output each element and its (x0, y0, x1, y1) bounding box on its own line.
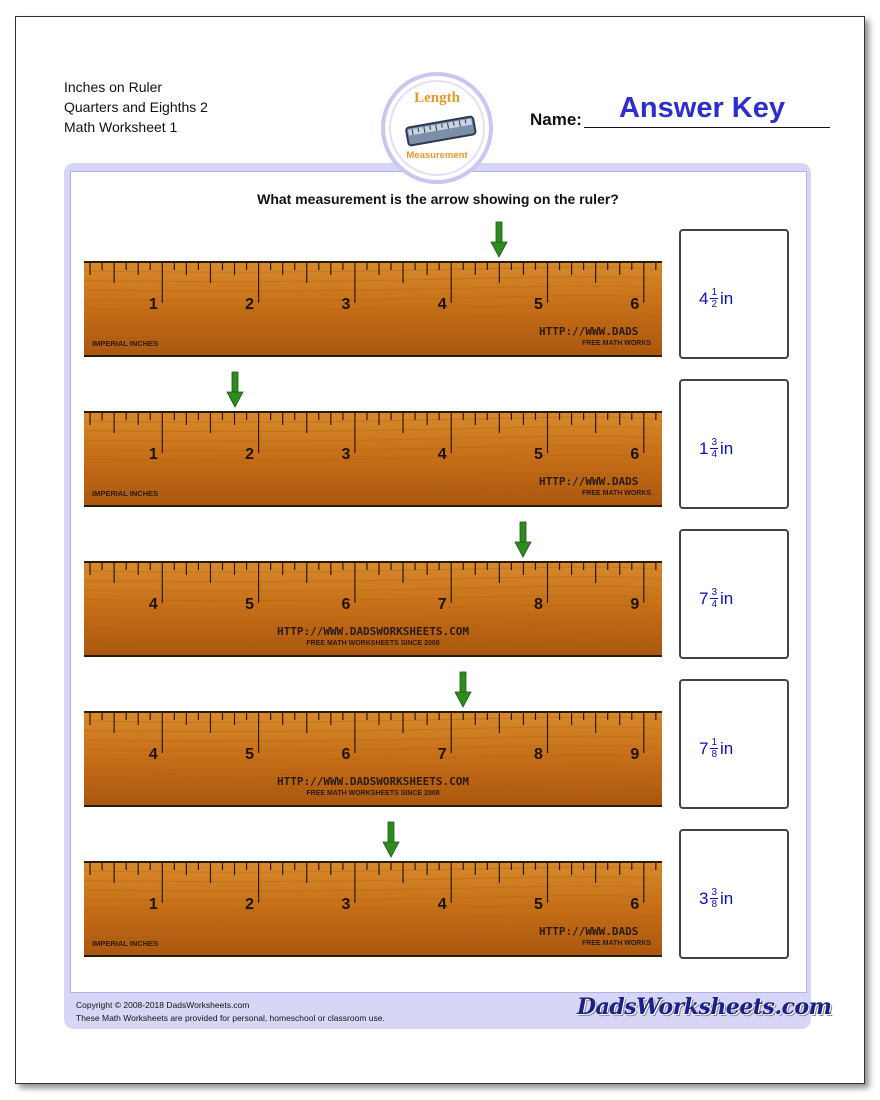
ruler-inch-label: 1 (148, 896, 158, 913)
fraction-denominator: 8 (711, 749, 718, 760)
fraction-numerator: 1 (711, 737, 718, 748)
ruler (84, 711, 662, 807)
answer-fraction (710, 287, 718, 310)
ruler-inch-label: 3 (341, 296, 351, 313)
name-line (584, 127, 830, 128)
header-subtitle: Quarters and Eighths 2 (64, 99, 208, 115)
answer-box (679, 379, 789, 509)
worksheet-header (64, 77, 208, 137)
ruler-inch-label: 6 (630, 896, 640, 913)
ruler-brand-text: HTTP://WWW.DADS (539, 925, 639, 938)
ruler-inch-label: 6 (630, 446, 640, 463)
question-text: What measurement is the arrow showing on the ruler? (257, 191, 619, 207)
ruler-inch-label: 4 (437, 296, 447, 313)
arrow-down-icon (382, 821, 400, 859)
arrow-down-icon (226, 371, 244, 409)
ruler-brand-text: HTTP://WWW.DADS (539, 475, 639, 488)
answer-unit: in (720, 438, 734, 458)
ruler-inch-label: 7 (437, 746, 447, 763)
answer-unit: in (720, 588, 734, 608)
ruler-side-label: IMPERIAL INCHES (92, 939, 159, 948)
ruler-inch-label: 4 (437, 896, 447, 913)
ruler-brand-subtext: FREE MATH WORKS (582, 340, 652, 347)
header-worksheet-number: Math Worksheet 1 (64, 119, 178, 135)
ruler-inch-label: 3 (341, 896, 351, 913)
arrow-down-icon (454, 671, 472, 709)
ruler-inch-label: 1 (148, 446, 158, 463)
ruler-brand-subtext: FREE MATH WORKS (582, 490, 652, 497)
answer-value (699, 437, 733, 460)
answer-box (679, 679, 789, 809)
footer-text (76, 999, 385, 1025)
ruler-side-label: IMPERIAL INCHES (92, 339, 159, 348)
ruler-inch-label: 5 (534, 296, 543, 313)
ruler-inch-label: 9 (630, 746, 640, 763)
answer-whole: 7 (699, 588, 709, 608)
answer-fraction (710, 887, 718, 910)
answer-key-title: Answer Key (618, 92, 785, 124)
answer-whole: 3 (699, 888, 709, 908)
answer-unit: in (720, 288, 734, 308)
ruler-inch-label: 7 (437, 596, 447, 613)
ruler (84, 411, 662, 507)
answer-whole: 1 (699, 438, 709, 458)
answer-fraction (710, 437, 718, 460)
ruler-inch-label: 2 (245, 896, 255, 913)
fraction-numerator: 3 (711, 887, 718, 898)
answer-box (679, 529, 789, 659)
ruler-inch-label: 4 (148, 596, 158, 613)
answer-whole: 7 (699, 738, 709, 758)
ruler-inch-label: 2 (245, 296, 255, 313)
ruler-brand-subtext: FREE MATH WORKSHEETS SINCE 2008 (306, 640, 440, 647)
ruler-inch-label: 1 (148, 296, 158, 313)
ruler-inch-label: 5 (245, 746, 255, 763)
ruler-brand-text: HTTP://WWW.DADSWORKSHEETS.COM (276, 775, 470, 788)
ruler-inch-label: 5 (534, 446, 543, 463)
ruler-inch-label: 4 (437, 446, 447, 463)
ruler-inch-label: 3 (341, 446, 351, 463)
fraction-numerator: 3 (711, 587, 718, 598)
length-measurement-logo (381, 72, 493, 184)
fraction-denominator: 4 (711, 599, 718, 610)
ruler-brand-text: HTTP://WWW.DADS (539, 325, 639, 338)
ruler-inch-label: 5 (534, 896, 543, 913)
fraction-denominator: 2 (711, 299, 718, 310)
fraction-denominator: 8 (711, 899, 718, 910)
arrow-down-icon (490, 221, 508, 259)
fraction-numerator: 3 (711, 437, 718, 448)
ruler-brand-subtext: FREE MATH WORKSHEETS SINCE 2008 (306, 790, 440, 797)
ruler-inch-label: 6 (341, 596, 351, 613)
answer-value (699, 587, 733, 610)
ruler-brand-subtext: FREE MATH WORKS (582, 940, 652, 947)
answer-whole: 4 (699, 288, 709, 308)
ruler-inch-label: 8 (534, 746, 543, 763)
ruler-inch-label: 6 (630, 296, 640, 313)
answer-value (699, 737, 733, 760)
name-label: Name: (530, 110, 582, 129)
ruler-inch-label: 9 (630, 596, 640, 613)
ruler (84, 861, 662, 957)
ruler-inch-label: 4 (148, 746, 158, 763)
copyright-text: Copyright © 2008-2018 DadsWorksheets.com (76, 1000, 250, 1010)
ruler-brand-text: HTTP://WWW.DADSWORKSHEETS.COM (276, 625, 470, 638)
answer-unit: in (720, 738, 734, 758)
ruler-inch-label: 6 (341, 746, 351, 763)
answer-value (699, 287, 733, 310)
ruler-inch-label: 2 (245, 446, 255, 463)
answer-value (699, 887, 733, 910)
answer-box (679, 829, 789, 959)
fraction-denominator: 4 (711, 449, 718, 460)
ruler-logo-icon (403, 114, 479, 150)
arrow-down-icon (514, 521, 532, 559)
ruler-inch-label: 8 (534, 596, 543, 613)
logo-top-text: Length (414, 90, 460, 106)
answer-unit: in (720, 888, 734, 908)
ruler (84, 561, 662, 657)
ruler-inch-label: 5 (245, 596, 255, 613)
answer-fraction (710, 587, 718, 610)
header-title: Inches on Ruler (64, 79, 163, 95)
ruler (84, 261, 662, 357)
logo-bottom-text: Measurement (406, 150, 468, 161)
usage-notice: These Math Worksheets are provided for personal, homeschool or classroom use. (76, 1013, 385, 1023)
answer-box (679, 229, 789, 359)
fraction-numerator: 1 (711, 287, 718, 298)
dadsworksheets-logo: DadsWorksheets.com (577, 994, 832, 1020)
ruler-side-label: IMPERIAL INCHES (92, 489, 159, 498)
answer-fraction (710, 737, 718, 760)
